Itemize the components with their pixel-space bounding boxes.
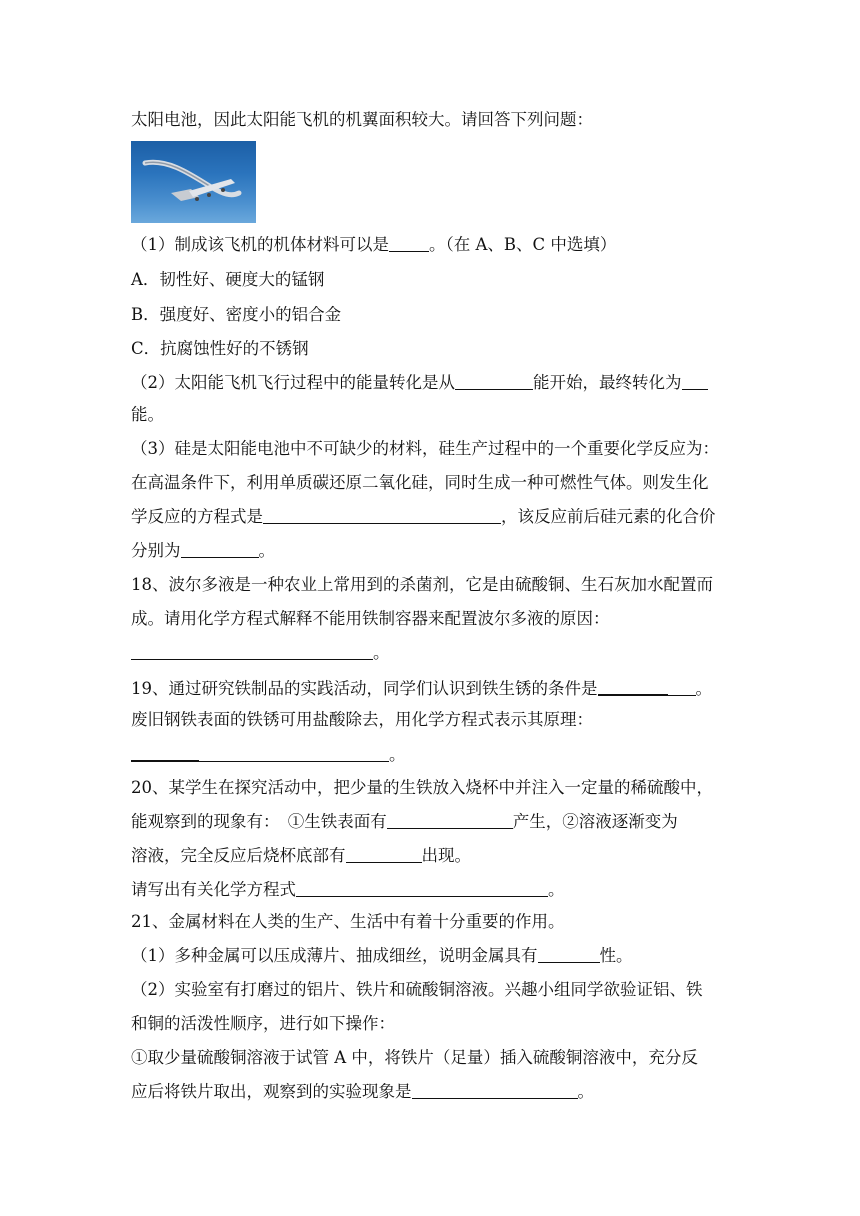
answer-blank[interactable] bbox=[131, 641, 373, 660]
q20-line-1: 20、某学生在探究活动中，把少量的生铁放入烧杯中并注入一定量的稀硫酸中， bbox=[131, 778, 713, 797]
answer-blank[interactable] bbox=[538, 944, 600, 963]
q2-line-2: 能。 bbox=[131, 405, 164, 424]
answer-blank[interactable] bbox=[181, 539, 259, 558]
answer-blank[interactable] bbox=[346, 844, 422, 863]
answer-blank[interactable] bbox=[668, 677, 696, 696]
q18-line-1: 18、波尔多液是一种农业上常用到的杀菌剂，它是由硫酸铜、生石灰加水配置而 bbox=[131, 575, 713, 594]
answer-blank[interactable] bbox=[199, 743, 389, 762]
q21-line-2: （1）多种金属可以压成薄片、抽成细丝，说明金属具有 性。 bbox=[131, 946, 633, 965]
q20-line-4: 请写出有关化学方程式 。 bbox=[131, 880, 565, 899]
q19-line-1: 19、通过研究铁制品的实践活动，同学们认识到铁生锈的条件是 。 bbox=[131, 676, 732, 701]
q3-line-2: 在高温条件下，利用单质碳还原二氧化硅，同时生成一种可燃性气体。则发生化 bbox=[131, 473, 709, 492]
option-a: A．韧性好、硬度大的锰钢 bbox=[131, 270, 325, 289]
q18-line-3: 。 bbox=[131, 641, 732, 665]
intro-line: 太阳电池，因此太阳能飞机的机翼面积较大。请回答下列问题： bbox=[131, 110, 593, 129]
answer-blank[interactable] bbox=[296, 878, 548, 897]
q21-line-3: （2）实验室有打磨过的铝片、铁片和硫酸铜溶液。兴趣小组同学欲验证铝、铁 bbox=[131, 980, 703, 999]
q21-line-6: 应后将铁片取出，观察到的实验现象是 。 bbox=[131, 1082, 594, 1101]
solar-plane-icon bbox=[131, 141, 256, 223]
q3-line-1: （3）硅是太阳能电池中不可缺少的材料，硅生产过程中的一个重要化学反应为： bbox=[131, 439, 719, 458]
q1-line: （1）制成该飞机的机体材料可以是 。（在 A、B、C 中选填） bbox=[131, 235, 617, 254]
q18-line-2: 成。请用化学方程式解释不能用铁制容器来配置波尔多液的原因： bbox=[131, 609, 610, 628]
answer-blank[interactable] bbox=[263, 505, 501, 524]
answer-blank[interactable] bbox=[412, 1080, 578, 1099]
q3-line-4: 分别为 。 bbox=[131, 541, 275, 560]
q21-line-4: 和铜的活泼性顺序，进行如下操作： bbox=[131, 1014, 395, 1033]
answer-blank[interactable] bbox=[682, 371, 708, 390]
q21-line-5: ①取少量硫酸铜溶液于试管 A 中，将铁片（足量）插入硫酸铜溶液中，充分反 bbox=[131, 1048, 698, 1067]
q20-line-2: 能观察到的现象有： ①生铁表面有 产生，②溶液逐渐变为 bbox=[131, 812, 678, 831]
option-c: C．抗腐蚀性好的不锈钢 bbox=[131, 339, 309, 358]
solar-plane-photo bbox=[131, 141, 256, 223]
q2-line: （2）太阳能飞机飞行过程中的能量转化是从 能开始，最终转化为 bbox=[131, 371, 732, 395]
answer-blank[interactable] bbox=[598, 676, 668, 696]
q20-line-3: 溶液，完全反应后烧杯底部有 出现。 bbox=[131, 846, 471, 865]
answer-blank[interactable] bbox=[455, 371, 533, 390]
q19-line-2: 废旧钢铁表面的铁锈可用盐酸除去，用化学方程式表示其原理： bbox=[131, 710, 593, 729]
answer-blank[interactable] bbox=[389, 233, 429, 252]
answer-blank[interactable] bbox=[131, 742, 199, 762]
q21-line-1: 21、金属材料在人类的生产、生活中有着十分重要的作用。 bbox=[131, 912, 565, 931]
option-b: B．强度好、密度小的铝合金 bbox=[131, 305, 342, 324]
q3-line-3: 学反应的方程式是 ，该反应前后硅元素的化合价 bbox=[131, 507, 716, 526]
q19-line-3: 。 bbox=[131, 742, 732, 767]
answer-blank[interactable] bbox=[387, 810, 513, 829]
